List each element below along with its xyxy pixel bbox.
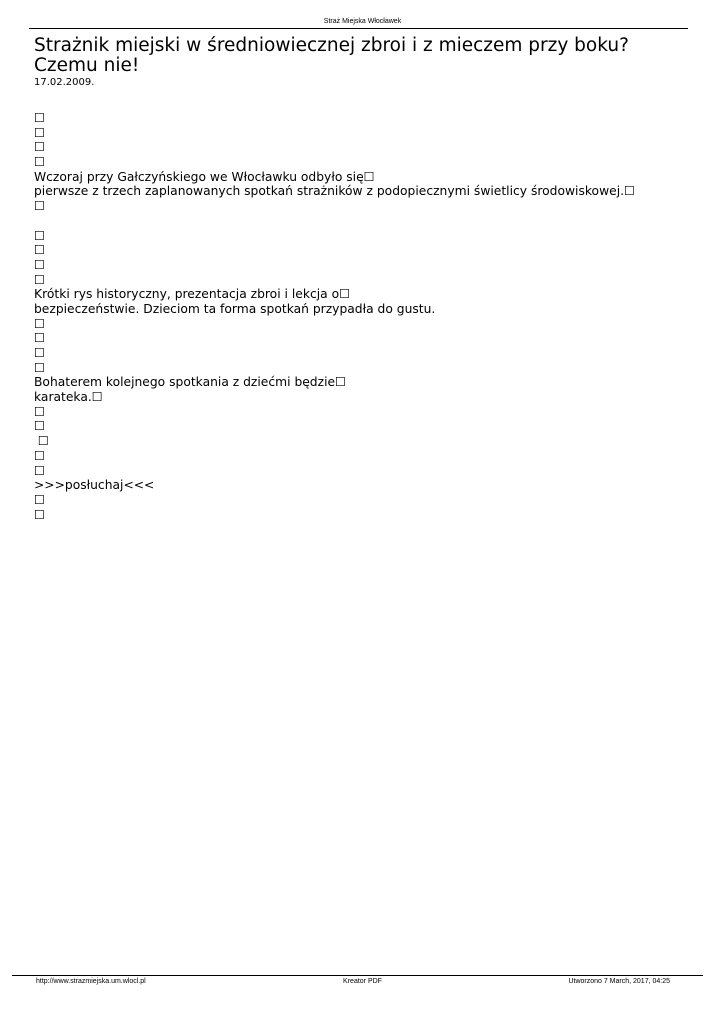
body-line: ☐ <box>34 492 46 507</box>
body-line: ☐ <box>34 155 46 170</box>
body-line: ☐ <box>34 243 46 258</box>
body-line: ☐ <box>34 331 46 346</box>
body-line: ☐ <box>34 360 46 375</box>
article-title: Strażnik miejski w średniowiecznej zbroi i z mieczem przy boku? Czemu nie! <box>34 35 629 76</box>
header-divider <box>29 28 688 29</box>
footer-created: Utworzono 7 March, 2017, 04:25 <box>568 978 670 985</box>
body-line: ☐ <box>34 125 46 140</box>
body-line: Bohaterem kolejnego spotkania z dziećmi będzie☐ <box>34 375 347 390</box>
footer-url: http://www.strazmiejska.um.wlocl.pl <box>36 978 146 985</box>
body-line: ☐ <box>34 507 46 522</box>
body-line: Wczoraj przy Gałczyńskiego we Włocławku odbyło się☐ <box>34 169 375 184</box>
body-line: ☐ <box>34 257 46 272</box>
footer-divider <box>12 975 703 976</box>
body-line: ☐ <box>34 404 46 419</box>
body-line: ☐ <box>34 419 46 434</box>
body-line: karateka.☐ <box>34 390 103 405</box>
body-line: ☐ <box>34 434 49 449</box>
footer-generator: Kreator PDF <box>343 978 382 985</box>
body-line: pierwsze z trzech zaplanowanych spotkań strażników z podopiecznymi świetlicy środowiskowej.☐ <box>34 184 636 199</box>
article-body <box>34 111 684 522</box>
body-line: ☐ <box>34 448 46 463</box>
body-line: bezpieczeństwie. Dzieciom ta forma spotkań przypadła do gustu. <box>34 301 436 316</box>
body-line: ☐ <box>34 316 46 331</box>
body-line: ☐ <box>34 272 46 287</box>
body-line: ☐ <box>34 111 46 125</box>
body-line: ☐ <box>34 346 46 360</box>
body-line: ☐ <box>34 140 46 155</box>
listen-link[interactable]: >>>posłuchaj<<< <box>34 478 155 493</box>
body-line: Krótki rys historyczny, prezentacja zbroi i lekcja o☐ <box>34 287 351 302</box>
body-line: ☐ <box>34 199 46 214</box>
page-header: Straż Miejska Włocławek <box>323 18 402 25</box>
body-line: ☐ <box>34 463 46 478</box>
body-line <box>34 214 684 229</box>
article-date: 17.02.2009. <box>34 77 95 88</box>
body-line: ☐ <box>34 228 46 243</box>
